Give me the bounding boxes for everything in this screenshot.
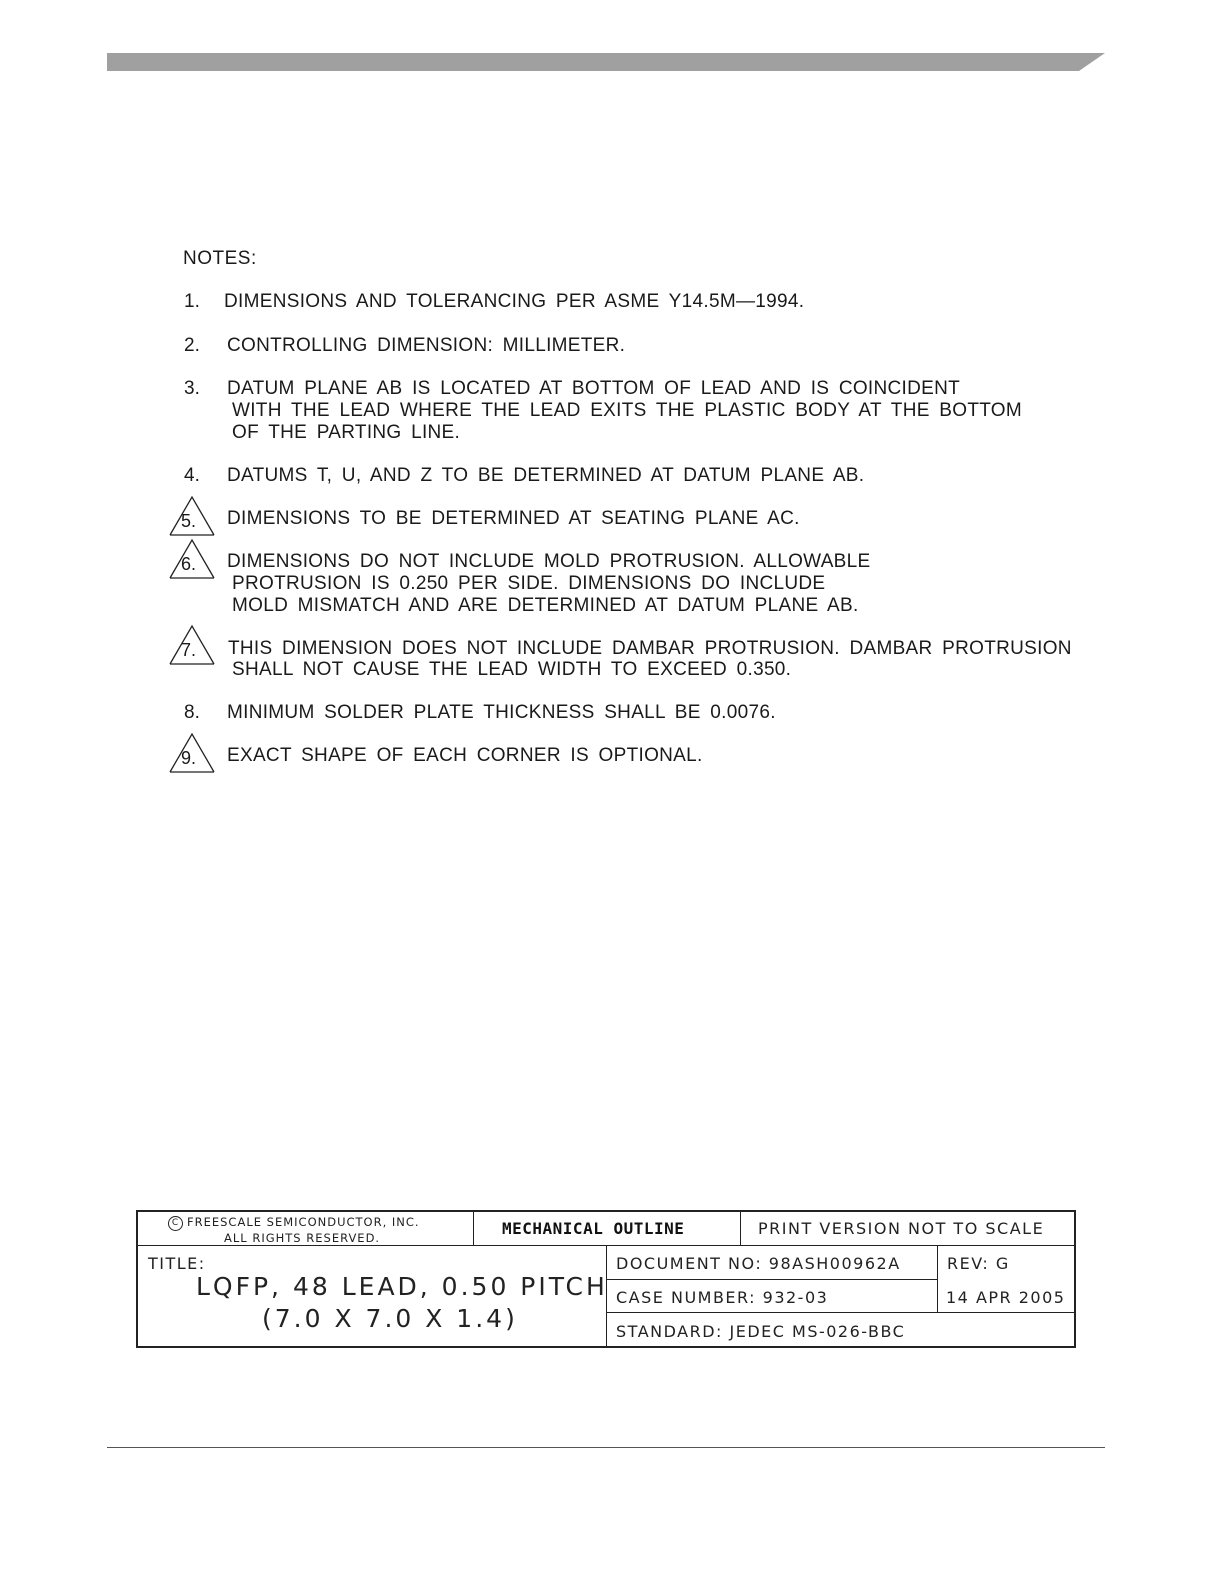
copyright-line1: FREESCALE SEMICONDUCTOR, INC.	[187, 1215, 420, 1229]
flag-triangle-icon	[168, 624, 216, 668]
note-text: DATUMS T, U, AND Z TO BE DETERMINED AT DATUM PLANE AB.	[227, 465, 865, 486]
note-text: CONTROLLING DIMENSION: MILLIMETER.	[227, 335, 626, 356]
note-text: WITH THE LEAD WHERE THE LEAD EXITS THE PLASTIC BODY AT THE BOTTOM	[232, 400, 1023, 421]
note-number: 7.	[181, 640, 197, 660]
divider	[473, 1212, 474, 1245]
note-number: 6.	[181, 554, 197, 574]
revision: REV: G	[947, 1254, 1010, 1273]
note-number: 9.	[181, 748, 197, 768]
copyright-line2: ALL RIGHTS RESERVED.	[224, 1231, 381, 1245]
print-version-label: PRINT VERSION NOT TO SCALE	[758, 1219, 1045, 1238]
mechanical-outline-label: MECHANICAL OUTLINE	[502, 1219, 685, 1238]
note-number: 2.	[184, 335, 200, 356]
flag-triangle-icon	[168, 732, 216, 776]
package-title: LQFP, 48 LEAD, 0.50 PITCH	[196, 1272, 608, 1301]
note-text: SHALL NOT CAUSE THE LEAD WIDTH TO EXCEED 0.350.	[232, 659, 792, 680]
note-text: DATUM PLANE AB IS LOCATED AT BOTTOM OF LEAD AND IS COINCIDENT	[227, 378, 961, 399]
note-text: EXACT SHAPE OF EACH CORNER IS OPTIONAL.	[227, 745, 703, 766]
note-text: PROTRUSION IS 0.250 PER SIDE. DIMENSIONS DO INCLUDE	[232, 573, 826, 594]
note-text: DIMENSIONS DO NOT INCLUDE MOLD PROTRUSION. ALLOWABLE	[227, 551, 871, 572]
note-text: DIMENSIONS AND TOLERANCING PER ASME Y14.5M—1994.	[224, 291, 805, 312]
flag-triangle-icon	[168, 538, 216, 582]
note-number: 8.	[184, 702, 200, 723]
note-number: 3.	[184, 378, 200, 399]
note-text: MINIMUM SOLDER PLATE THICKNESS SHALL BE 0.0076.	[227, 702, 776, 723]
package-dimensions: (7.0 X 7.0 X 1.4)	[262, 1304, 518, 1333]
footer-rule	[107, 1447, 1105, 1448]
note-text: MOLD MISMATCH AND ARE DETERMINED AT DATUM PLANE AB.	[232, 595, 859, 616]
note-text: OF THE PARTING LINE.	[232, 422, 461, 443]
notes-title: NOTES:	[183, 248, 257, 269]
note-text: THIS DIMENSION DOES NOT INCLUDE DAMBAR PROTRUSION. DAMBAR PROTRUSION	[228, 638, 1072, 659]
date: 14 APR 2005	[946, 1288, 1066, 1307]
note-number: 4.	[184, 465, 200, 486]
title-label: TITLE:	[148, 1254, 206, 1273]
note-number: 1.	[184, 291, 200, 312]
note-text: DIMENSIONS TO BE DETERMINED AT SEATING PLANE AC.	[227, 508, 800, 529]
copyright-icon: C	[168, 1216, 183, 1231]
document-number: DOCUMENT NO: 98ASH00962A	[616, 1254, 901, 1273]
case-number: CASE NUMBER: 932-03	[616, 1288, 829, 1307]
divider	[606, 1312, 1074, 1313]
note-number: 5.	[181, 511, 197, 531]
flag-triangle-icon	[168, 495, 216, 539]
divider	[937, 1245, 938, 1312]
standard: STANDARD: JEDEC MS-026-BBC	[616, 1322, 906, 1341]
divider	[606, 1279, 937, 1280]
title-block	[136, 1210, 1076, 1348]
copyright	[168, 1215, 468, 1245]
divider	[740, 1212, 741, 1245]
